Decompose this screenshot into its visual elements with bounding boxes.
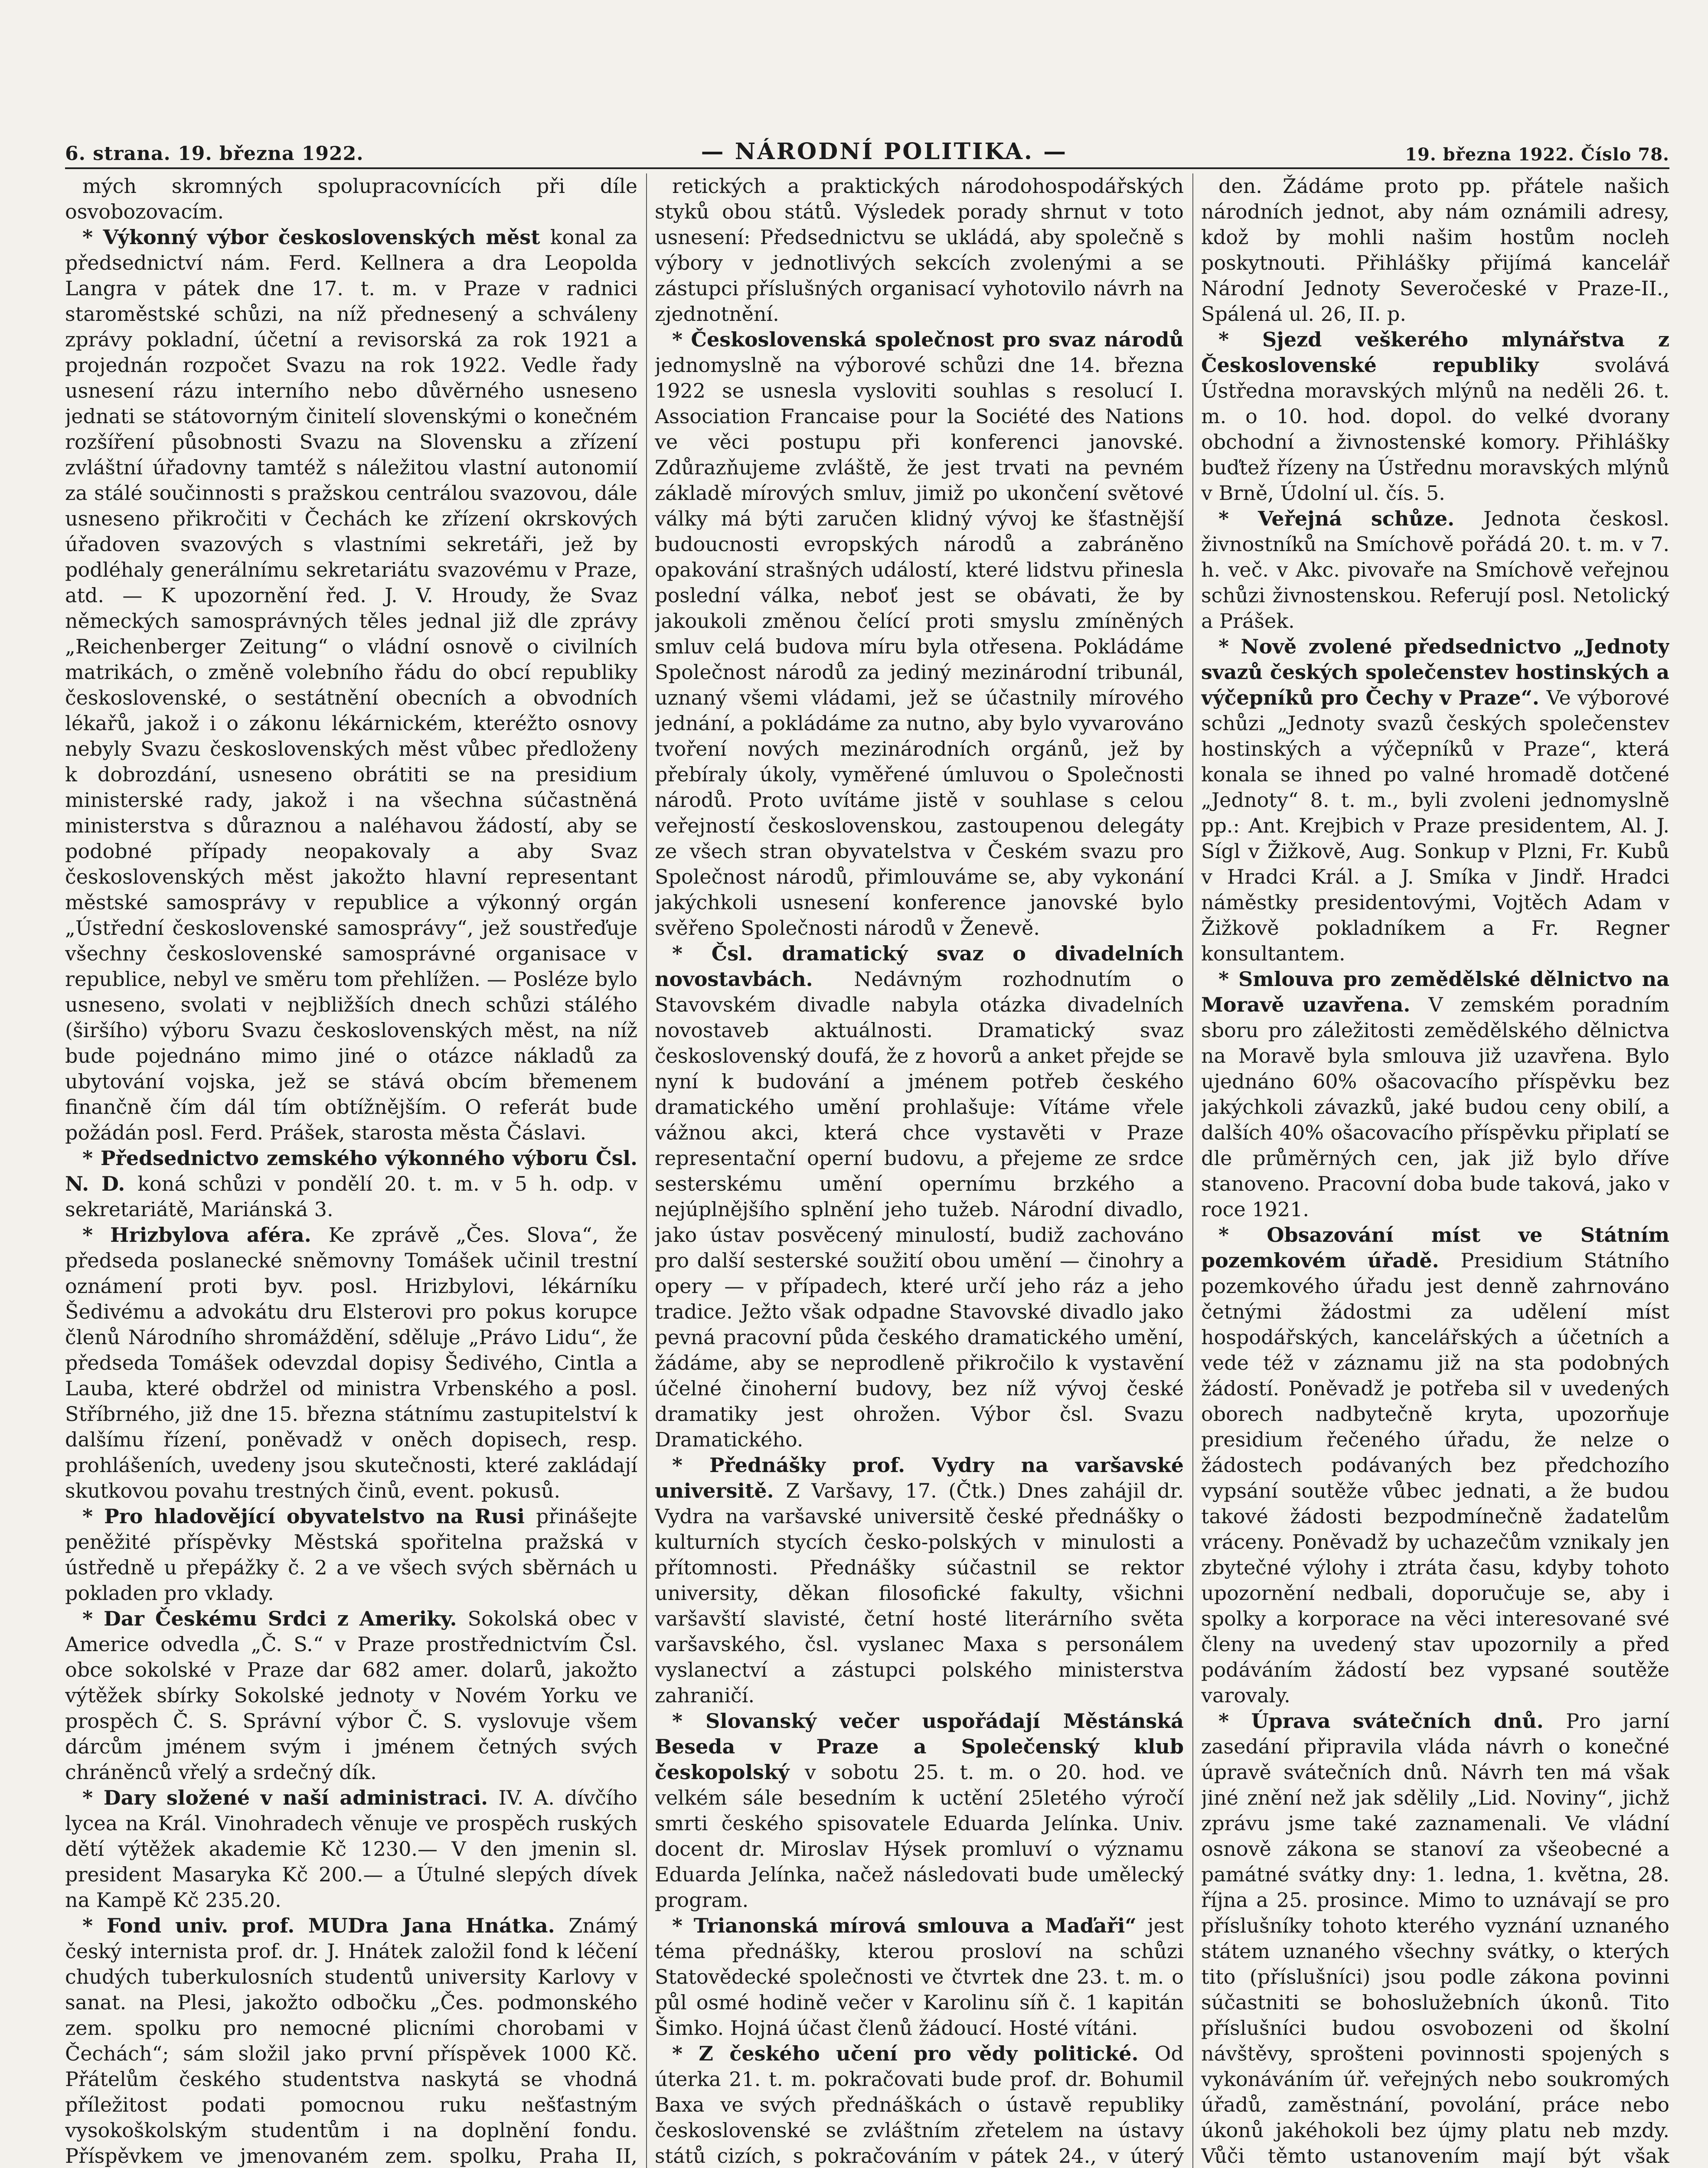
article-text: Nedávným rozhodnutím o Stavovském divadle nabyla otázka divadelních novostaveb aktuálnosti. Dramatický svaz československý doufá, že z hovorů a anket přejde se nyní k budování a jménem potřeb českého dramatického umění prohlašuje: Vítáme vřele vážnou akci, která chce vystavěti v Praze representační operní budovu, a přejeme ze srdce sesterskému umění opernímu brzkého a nejúplnějšího splnění jeho tužeb. Národní divadlo, jako ústav posvěcený minulostí, budiž zachováno pro další sesterské soužití obou umění — činohry a opery — v případech, které určí jeho ráz a jeho tradice. Ježto však odpadne Stavovské divadlo jako pevná pracovní půda českého dramatického umění, žádáme, aby se neprodleně přikročilo k vystavění účelné činoherní budovy, bez níž vývoj české dramatiky jest ohrožen. Výbor čsl. Svazu Dramatického.	[655, 967, 1184, 1451]
article-text: Pro jarní zasedání připravila vláda návrh o konečné úpravě svátečních dnů. Návrh ten má však jiné znění než jak sdělily „Lid. Noviny“, jichž zprávu jsme také zaznamenali. Ve vládní osnově zákona se stanoví za všeobecné a památné svátky dny: 1. ledna, 1. května, 28. října a 25. prosince. Mimo to uznávají se pro příslušníky tohoto kterého vyznání uznaného státem uznaného všechny svátky, o kterých tito (příslušníci) jsou podle zákona povinni súčastniti se bohoslužebních úkonů. Tito příslušníci budou osvobozeni od školní návštěvy, sprošteni povinnosti spojených s vykonáváním úř. veřejných nebo soukromých úřadů, zaměstnání, povolání, práce nebo úkonů jakéhokoli bez újmy platu neb mzdy. Vůči těmto ustanovením mají být však	[1201, 1709, 1669, 2168]
article-paragraph	[655, 941, 1184, 1453]
article-text: Ve výborové schůzi „Jednoty svazů českých společenstev hostinských a výčepníků v Praze“, která konala se ihned po valné hromadě dotčené „Jednoty“ 8. t. m., byli zvoleni jednomyslně pp.: Ant. Krejbich v Praze presidentem, Al. J. Sígl v Žižkově, Aug. Sonkup v Plzni, Fr. Kubů v Hradci Král. a J. Smíka v Jindř. Hradci náměstky presidentovými, Vojtěch Adam v Žižkově pokladníkem a Fr. Regner konsultantem.	[1201, 686, 1669, 965]
article-paragraph	[1201, 327, 1669, 506]
article-text: Od úterka 21. t. m. pokračovati bude prof. dr. Bohumil Baxa ve svých přednáškách o ústavě republiky československé se zvláštním zřetelem na ústavy států cizích, s pokračováním v pátek 24., v úterý	[655, 2042, 1184, 2168]
article-heading: * Výkonný výbor československých měst	[82, 225, 550, 249]
column-divider	[646, 173, 647, 2168]
issue-number: 19. března 1922. Číslo 78.	[1405, 144, 1669, 165]
article-heading: * Obsazování míst ve Státním pozemkovém úřadě.	[1201, 1223, 1669, 1272]
article-heading: * Čsl. dramatický svaz o divadelních novostavbách.	[655, 942, 1184, 991]
article-text: koná schůzi v pondělí 20. t. m. v 5 h. odp. v sekretariátě, Mariánská 3.	[65, 1172, 637, 1221]
article-paragraph	[65, 225, 637, 1146]
article-paragraph	[65, 1504, 637, 1606]
column-3	[1201, 173, 1669, 2168]
article-text: Jednota českosl. živnostníků na Smíchově pořádá 20. t. m. v 7. h. več. v Akc. pivovaře na Smíchově veřejnou schůzi živnostenskou. Referují posl. Netolický a Prášek.	[1201, 507, 1669, 633]
article-text: Sokolská obec v Americe odvedla „Č. S.“ v Praze prostřednictvím Čsl. obce sokolské v Praze dar 682 amer. dolarů, jakožto výtěžek sbírky Sokolské jednoty v Novém Yorku ve prospěch Č. S. Správní výbor Č. S. vyslovuje všem dárcům jménem svým i jménem četných svých chráněnců vřelý a srdečný dík.	[65, 1607, 637, 1784]
article-paragraph	[1201, 1222, 1669, 1708]
masthead-rule	[65, 167, 1669, 169]
article-text: v sobotu 25. t. m. o 20. hod. ve velkém sále besedním k uctění 25letého výročí smrti českého spisovatele Eduarda Jelínka. Univ. docent dr. Miroslav Hýsek promluví o významu Eduarda Jelínka, načež následovati bude umělecký program.	[655, 1760, 1184, 1912]
article-text: IV. A. dívčího lycea na Král. Vinohradech věnuje ve prospěch ruských dětí výtěžek akademie Kč 1230.— V den jmenin sl. president Masaryka Kč 200.— a Útulné slepých dívek na Kampě Kč 235.20.	[65, 1786, 637, 1912]
article-heading: * Slovanský večer uspořádají Městánská Beseda v Praze a Společenský klub českopolský	[655, 1709, 1184, 1784]
article-paragraph	[655, 1913, 1184, 2041]
newspaper-title: — NÁRODNÍ POLITIKA. —	[701, 138, 1068, 165]
article-text: Presidium Státního pozemkového úřadu jest denně zahrnováno četnými žádostmi za udělení míst hospodářských, kancelářských a účetních a vede též v záznamu již na sta podobných žádostí. Poněvadž je potřeba sil v uvedených oborech nadbytečně kryta, upozorňuje presidium řečeného úřadu, že nelze o žádostech podávaných bez předchozího vypsání soutěže vůbec jednati, a že budou takové žádosti bezpodmínečně žadatelům vráceny. Poněvadž by uchazečům vznikaly jen zbytečné výlohy i ztráta času, kdyby tohoto upozornění nedbali, doporučuje se, aby i spolky a korporace na věci interesované své členy na uvedený stav upozornily a před podáváním žádostí bez vypsané soutěže varovaly.	[1201, 1249, 1669, 1707]
article-paragraph	[655, 1453, 1184, 1708]
article-paragraph	[655, 327, 1184, 941]
article-paragraph	[65, 1222, 637, 1504]
article-text: svolává Ústředna moravských mlýnů na neděli 26. t. m. o 10. hod. dopol. do velké dvorany obchodní a živnostenské komory. Přihlášky buďtež řízeny na Ústřednu moravských mlýnů v Brně, Údolní ul. čís. 5.	[1201, 353, 1669, 505]
columns	[65, 173, 1669, 2168]
masthead	[65, 130, 1669, 165]
article-heading: * Přednášky prof. Vydry na varšavské universitě.	[655, 1453, 1184, 1502]
article-paragraph	[1201, 506, 1669, 634]
article-text: konal za předsednictví nám. Ferd. Kellnera a dra Leopolda Langra v pátek dne 17. t. m. v Praze v radnici staroměstské schůzi, na níž přednesený a schváleny zprávy pokladní, účetní a revisorská za rok 1921 a projednán rozpočet Svazu na rok 1922. Vedle řady usnesení rázu interního nebo důvěrného usneseno jednati se státovorným činitelí slovenskými o konečném rozšíření působnosti Svazu na Slovensku a zřízení zvláštní úřadovny tamtéž s náležitou vlastní autonomií za stálé součinnosti s pražskou centrálou svazovou, dále usneseno přikročiti v Čechách ke zřízení okrskových úřadoven svazových s vlastními sekretáři, jež by podléhaly generálnímu sekretariátu svazovému v Praze, atd. — K upozornění řed. J. V. Hroudy, že Svaz německých samosprávných těles jednal již dle zprávy „Reichenberger Zeitung“ o vládní osnově o civilních matrikách, o změně volebního řádu do obcí republiky československé, o sestátnění obecních a obvodních lékařů, jakož i o zákonu lékárnickém, kteréžto osnovy nebyly Svazu československých měst vůbec předloženy k dobrozdání, usneseno obrátiti se na presidium ministerské rady, jakož i na všechna súčastněná ministerstva s důraznou a naléhavou žádostí, aby se podobné případy neopakovaly a aby Svaz československých měst jakožto hlavní representant městské samosprávy v republice a výkonný orgán „Ústřední československé samosprávy“, jež soustřeďuje všechny československé samosprávné organisace v republice, nebyl ve směru tom přehlížen. — Posléze bylo usneseno, svolati v nejbližších dnech schůzi stálého (širšího) výboru Svazu československých měst, na níž bude pojednáno mimo jiné o otázce nákladů za ubytování vojska, jež se stává obcím břemenem finančně čím dál tím obtížnějším. O referát bude požádán posl. Ferd. Prášek, starosta města Čáslavi.	[65, 225, 637, 1144]
article-text: jest téma přednášky, kterou prosloví na schůzi Statovědecké společnosti ve čtvrtek dne 23. t. m. o půl osmé hodině večer v Karolinu síň č. 1 kapitán Šimko. Hojná účast členů žádoucí. Hosté vítáni.	[655, 1914, 1184, 2040]
article-text: retických a praktických národohospodářských styků obou států. Výsledek porady shrnut v toto usnesení: Předsednictvu se ukládá, aby společně s výbory v jednotlivých sekcích zvolenými a se zástupci příslušných organisací vyhotovilo návrh na zjednotnění.	[655, 174, 1184, 326]
article-paragraph	[655, 2041, 1184, 2168]
article-paragraph	[1201, 173, 1669, 327]
article-text: Ke zprávě „Čes. Slova“, že předseda poslanecké sněmovny Tomášek učinil trestní oznámení proti byv. posl. Hrizbylovi, lékárníku Šedivému a advokátu dru Elsterovi pro pokus korupce členů Národního shromáždění, sděluje „Právo Lidu“, že předseda Tomášek odevzdal dopisy Šedivého, Cintla a Lauba, které obdržel od ministra Vrbenského a posl. Stříbrného, již dne 15. března státnímu zastupitelství k dalšímu řízení, poněvadž v oněch dopisech, resp. prohlášeních, uvedeny jsou skutečnosti, které zakládají skutkovou povahu trestných činů, event. pokusů.	[65, 1223, 637, 1502]
article-heading: * Československá společnost pro svaz národů	[672, 328, 1184, 351]
article-heading: * Předsednictvo zemského výkonného výboru Čsl. N. D.	[65, 1146, 637, 1195]
column-2	[655, 173, 1184, 2168]
article-paragraph	[65, 1913, 637, 2168]
article-text: V zemském poradním sboru pro záležitosti zemědělského dělnictva na Moravě byla smlouva již uzavřena. Bylo ujednáno 60% ošacovacího příspěvku bez jakýchkoli závazků, jaké budou ceny obilí, a dalších 40% ošacovacího příspěvku připlatí se dle průměrných cen, jak již bylo dříve stanoveno. Pracovní doba bude taková, jako v roce 1921.	[1201, 993, 1669, 1221]
column-divider	[1192, 173, 1193, 2168]
article-heading: * Veřejná schůze.	[1218, 507, 1484, 530]
article-paragraph	[65, 173, 637, 225]
article-paragraph	[1201, 966, 1669, 1222]
article-heading: * Hrizbylova aféra.	[82, 1223, 329, 1247]
article-heading: * Smlouva pro zemědělské dělnictvo na Moravě uzavřena.	[1201, 967, 1669, 1016]
article-heading: * Sjezd veškerého mlynářstva z Československé republiky	[1201, 328, 1669, 377]
article-text: přinášejte peněžité příspěvky Městská spořitelna pražská v ústředně u přepážky č. 2 a ve všech svých sběrnách u pokladen pro vklady.	[65, 1505, 637, 1605]
article-paragraph	[65, 1146, 637, 1222]
page-date: 6. strana. 19. března 1922.	[65, 143, 364, 165]
article-heading: * Fond univ. prof. MUDra Jana Hnátka.	[82, 1914, 569, 1937]
article-text: mých skromných spolupracovnících při díle osvobozovacím.	[65, 174, 637, 223]
article-heading: * Nově zvolené předsednictvo „Jednoty svazů českých společenstev hostinských a výčepníků pro Čechy v Praze“.	[1201, 635, 1669, 709]
column-1	[65, 173, 637, 2168]
article-paragraph	[655, 173, 1184, 327]
article-paragraph	[65, 1606, 637, 1785]
article-heading: * Z českého učení pro vědy politické.	[672, 2042, 1155, 2065]
article-heading: * Pro hladovějící obyvatelstvo na Rusi	[82, 1505, 536, 1528]
article-paragraph	[655, 1708, 1184, 1913]
article-paragraph	[65, 1785, 637, 1913]
article-heading: * Úprava svátečních dnů.	[1218, 1709, 1566, 1733]
article-text: den. Žádáme proto pp. přátele našich národních jednot, aby nám oznámili adresy, kdož by mohli našim hostům nocleh poskytnouti. Přihlášky přijímá kancelář Národní Jednoty Severočeské v Praze-II., Spálená ul. 26, II. p.	[1201, 174, 1669, 326]
article-heading: * Dary složené v naší administraci.	[82, 1786, 499, 1809]
article-heading: * Trianonská mírová smlouva a Maďaři“	[672, 1914, 1148, 1937]
article-paragraph	[1201, 1708, 1669, 2168]
article-text: Známý český internista prof. dr. J. Hnátek založil fond k léčení chudých tuberkulosních studentů university Karlovy v sanat. na Plesi, jakožto odbočku „Čes. podmonského zem. spolku pro nemocné plicními chorobami v Čechách“; sám složil jako první příspěvek 1000 Kč. Přátelům českého studentstva naskytá se vhodná příležitost podati pomocnou ruku nešťastným vysokoškolským studentům i na doplnění fondu. Příspěvkem ve jmenovaném zem. spolku, Praha II,	[65, 1914, 637, 2168]
article-heading: * Dar Českému Srdci z Ameriky.	[82, 1607, 468, 1630]
article-text: jednomyslně na výborové schůzi dne 14. března 1922 se usnesla vysloviti souhlas s resolucí I. Association Francaise pour la Société des Nations ve věci postupu při konferenci janovské. Zdůrazňujeme zvláště, že jest trvati na pevném základě mírových smluv, jimiž po ukončení světové války má býti zaručen klidný vývoj ke šťastnější budoucnosti evropských národů a zabráněno opakování strašných událostí, které lidstvu přinesla poslední válka, neboť jest se obávati, že by jakoukoli změnou čelící proti smyslu zmíněných smluv celá budova míru byla otřesena. Pokládáme Společnost národů za jediný mezinárodní tribunál, uznaný všemi vládami, jež se účastnily mírového jednání, a pokládáme za nutno, aby bylo vyvarováno tvoření nových mezinárodních orgánů, jež by přebíraly úkoly, vyměřené úmluvou o Společnosti národů. Proto uvítáme jistě v souhlase s celou veřejností československou, zastoupenou delegáty ze všech stran obyvatelstva v Českém svazu pro Společnost národů, přimlouváme se, aby vykonání jakýchkoli usnesení konference janovské bylo svěřeno Společnosti národů v Ženevě.	[655, 353, 1184, 940]
article-text: Z Varšavy, 17. (Čtk.) Dnes zahájil dr. Vydra na varšavské universitě české přednášky o kulturních stycích česko-polských v minulosti a přítomnosti. Přednášky súčastnil se rektor university, děkan filosofické fakulty, všichni varšavští slavisté, četní hosté literárního světa varšavského, čsl. vyslanec Maxa s personálem vyslanectví a zástupci polského ministerstva zahraničí.	[655, 1479, 1184, 1707]
article-paragraph	[1201, 634, 1669, 966]
